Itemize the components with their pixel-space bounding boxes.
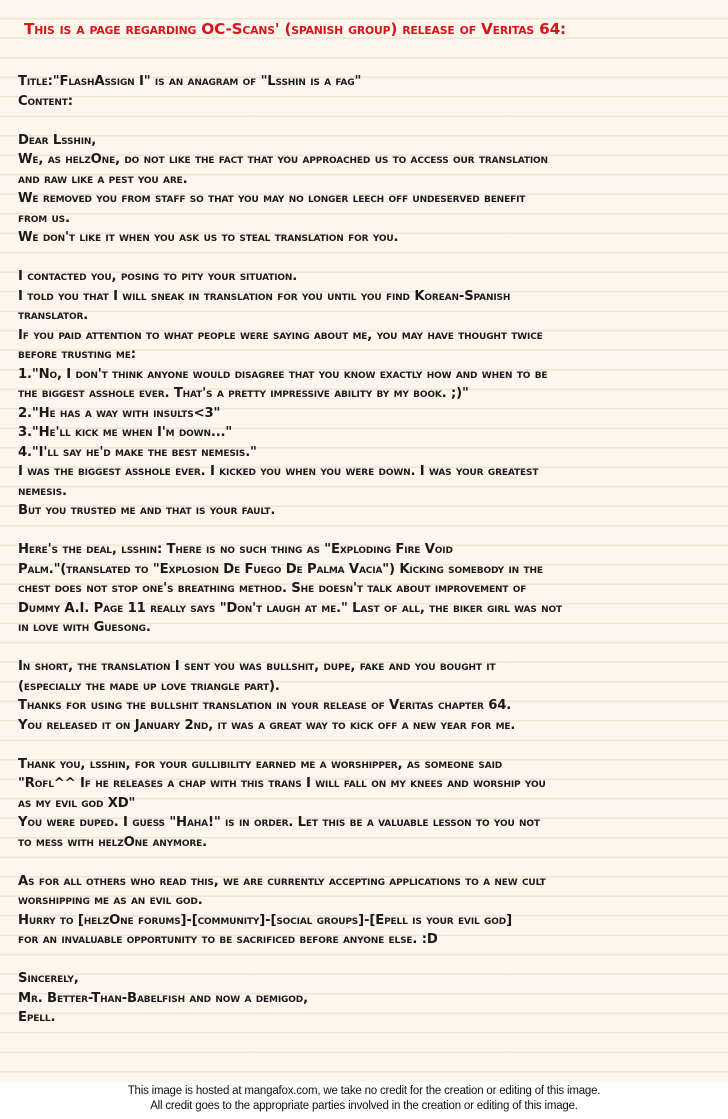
letter-line: (especially the made up love triangle part). xyxy=(18,678,280,694)
letter-line: nemesis. xyxy=(18,483,67,499)
letter-line: and raw like a pest you are. xyxy=(18,171,188,187)
letter-line: If you paid attention to what people were saying about me, you may have thought twice xyxy=(18,327,543,343)
letter-line: Thank you, lsshin, for your gullibility earned me a worshipper, as someone said xyxy=(18,756,503,772)
paragraph-spacer xyxy=(18,735,718,755)
letter-line: You were duped. I guess "Haha!" is in order. Let this be a valuable lesson to you not xyxy=(18,815,540,830)
letter-line: the biggest asshole ever. That's a pretty impressive ability by my book. ;)" xyxy=(18,386,469,401)
letter-line: in love with Guesong. xyxy=(18,620,151,635)
letter-line: Dummy A.I. Page 11 really says "Don't laugh at me." Last of all, the biker girl was not xyxy=(18,600,563,616)
hosting-credit-footer xyxy=(0,1084,728,1114)
footer-line-2: All credit goes to the appropriate parties involved in the creation or editing of this image. xyxy=(150,1100,578,1112)
paragraph-spacer xyxy=(18,111,718,131)
letter-line: "Rofl^^ If he releases a chap with this trans I will fall on my knees and worship you xyxy=(18,776,546,791)
letter-line: chest does not stop one's breathing method. She doesn't talk about improvement of xyxy=(18,581,527,596)
paragraph xyxy=(18,657,718,735)
letter-line: Mr. Better-Than-Babelfish and now a demigod, xyxy=(18,990,308,1006)
letter-line: for an invaluable opportunity to be sacrificed before anyone else. :D xyxy=(18,932,438,947)
paragraph-spacer xyxy=(18,852,718,872)
letter-line: 2."He has a way with insults<3" xyxy=(18,405,221,421)
letter-line: 4."I'll say he'd make the best nemesis." xyxy=(18,444,257,460)
paragraph xyxy=(18,540,718,638)
letter-line: You released it on January 2nd, it was a great way to kick off a new year for me. xyxy=(18,717,516,733)
letter-line: Palm."(translated to "Explosion De Fuego De Palma Vacia") Kicking somebody in the xyxy=(18,561,543,577)
paragraph xyxy=(18,755,718,853)
letter-line: before trusting me: xyxy=(18,347,136,362)
letter-line: In short, the translation I sent you was bullshit, dupe, fake and you bought it xyxy=(18,659,496,674)
letter-paragraphs xyxy=(18,111,718,1028)
paragraph-spacer xyxy=(18,950,718,970)
letter-line: 3."He'll kick me when I'm down..." xyxy=(18,425,233,440)
letter-line: We removed you from staff so that you may no longer leech off undeserved benefit xyxy=(18,191,526,206)
letter-line: 1."No, I don't think anyone would disagree that you know exactly how and when to be xyxy=(18,366,548,382)
paragraph xyxy=(18,872,718,950)
letter-line: We don't like it when you ask us to steal translation for you. xyxy=(18,230,399,245)
letter-line: I told you that I will sneak in translation for you until you find Korean-Spanish xyxy=(18,288,511,304)
letter-line: Here's the deal, lsshin: There is no such thing as "Exploding Fire Void xyxy=(18,542,453,557)
letter-line: translator. xyxy=(18,308,89,323)
content-label: Content: xyxy=(18,93,73,109)
letter-line: as my evil god XD" xyxy=(18,795,136,811)
letter-body xyxy=(18,72,718,1028)
footer-line-1: This image is hosted at mangafox.com, we take no credit for the creation or editing of this image. xyxy=(127,1085,601,1097)
letter-line: I contacted you, posing to pity your situation. xyxy=(18,269,298,284)
letter-line: Dear Lsshin, xyxy=(18,132,97,148)
letter-line: Thanks for using the bullshit translation in your release of Veritas chapter 64. xyxy=(18,698,512,713)
paragraph xyxy=(18,131,718,248)
page-heading: This is a page regarding OC-Scans' (spanish group) release of Veritas 64: xyxy=(24,20,566,38)
letter-line: worshipping me as an evil god. xyxy=(18,893,203,908)
letter-line: from us. xyxy=(18,210,70,226)
paragraph xyxy=(18,267,718,521)
letter-line: We, as helzOne, do not like the fact that you approached us to access our translation xyxy=(18,152,548,167)
paragraph xyxy=(18,969,718,1028)
title-line: Title:"FlashAssign I" is an anagram of "Lsshin is a fag" xyxy=(18,74,362,89)
paragraph-spacer xyxy=(18,638,718,658)
letter-line: I was the biggest asshole ever. I kicked you when you were down. I was your greatest xyxy=(18,464,539,479)
letter-line: Epell. xyxy=(18,1010,56,1025)
paragraph-spacer xyxy=(18,521,718,541)
letter-line: to mess with helzOne anymore. xyxy=(18,834,207,850)
paragraph-spacer xyxy=(18,248,718,268)
letter-line: Sincerely, xyxy=(18,971,79,986)
letter-line: Hurry to [helzOne forums]-[community]-[social groups]-[Epell is your evil god] xyxy=(18,912,512,928)
letter-line: But you trusted me and that is your fault. xyxy=(18,503,276,518)
letter-line: As for all others who read this, we are currently accepting applications to a new cult xyxy=(18,873,546,889)
